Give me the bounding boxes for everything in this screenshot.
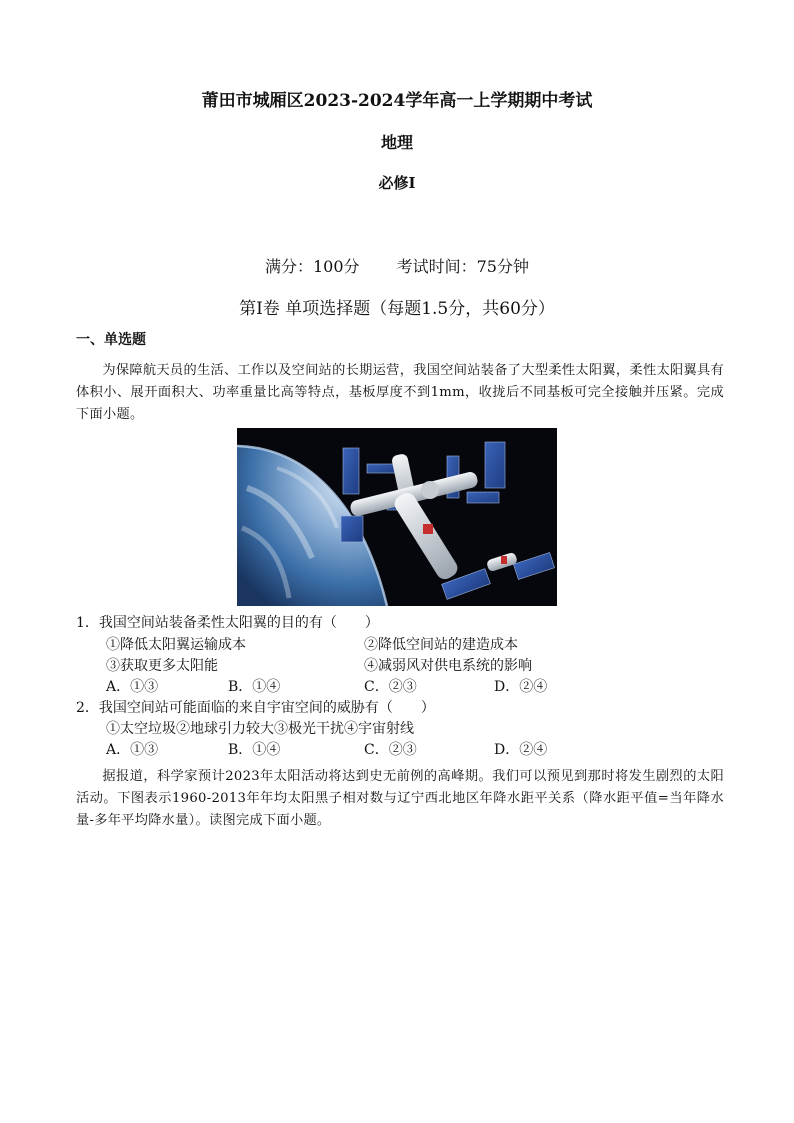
space-station-photo (237, 428, 557, 606)
q1-choice-c[interactable]: C．②③ (364, 679, 417, 695)
exam-time: 考试时间：75分钟 (396, 257, 529, 276)
space-station-illustration (237, 428, 557, 606)
q2-choice-a[interactable]: A．①③ (106, 742, 159, 758)
exam-info (0, 254, 794, 277)
part-title: 第Ⅰ卷 单项选择题（每题1.5分，共60分） (239, 299, 555, 319)
section-title: 一、单选题 (76, 332, 146, 348)
exam-title: 莆田市城厢区2023-2024学年高一上学期期中考试 (201, 91, 593, 111)
passage-1: 为保障航天员的生活、工作以及空间站的长期运营，我国空间站装备了大型柔性太阳翼，柔性太阳翼具有体积小、展开面积大、功率重量比高等特点，基板厚度不到1mm，收拢后不同基板可完全接触并压紧。完成下面小题。 (76, 363, 724, 422)
module-title: 必修Ⅰ (378, 174, 416, 192)
q2-choice-c[interactable]: C．②③ (364, 742, 417, 758)
q1-item-2: ②降低空间站的建造成本 (364, 637, 518, 653)
passage-2: 据报道，科学家预计2023年太阳活动将达到史无前例的高峰期。我们可以预见到那时将发生剧烈的太阳活动。下图表示1960-2013年年均太阳黑子相对数与辽宁西北地区年降水距平关系（降水距平值=当年降水量-多年平均降水量）。读图完成下面小题。 (76, 769, 724, 828)
q1-choice-a[interactable]: A．①③ (106, 679, 159, 695)
full-score: 满分：100分 (264, 257, 360, 276)
subject-title: 地理 (380, 133, 413, 152)
q2-items: ①太空垃圾②地球引力较大③极光干扰④宇宙射线 (106, 721, 414, 737)
q2-choice-b[interactable]: B．①④ (228, 742, 281, 758)
question-2-stem: 2．我国空间站可能面临的来自宇宙空间的威胁有（ ） (76, 700, 435, 716)
q1-item-4: ④减弱风对供电系统的影响 (364, 658, 532, 674)
question-1-stem: 1．我国空间站装备柔性太阳翼的目的有（ ） (76, 615, 379, 631)
q1-item-1: ①降低太阳翼运输成本 (106, 637, 246, 653)
solar-panel-upper-left (343, 448, 359, 494)
q2-choice-d[interactable]: D．②④ (494, 742, 548, 758)
q1-choice-b[interactable]: B．①④ (228, 679, 281, 695)
q1-choice-d[interactable]: D．②④ (494, 679, 548, 695)
q1-item-3: ③获取更多太阳能 (106, 658, 218, 674)
